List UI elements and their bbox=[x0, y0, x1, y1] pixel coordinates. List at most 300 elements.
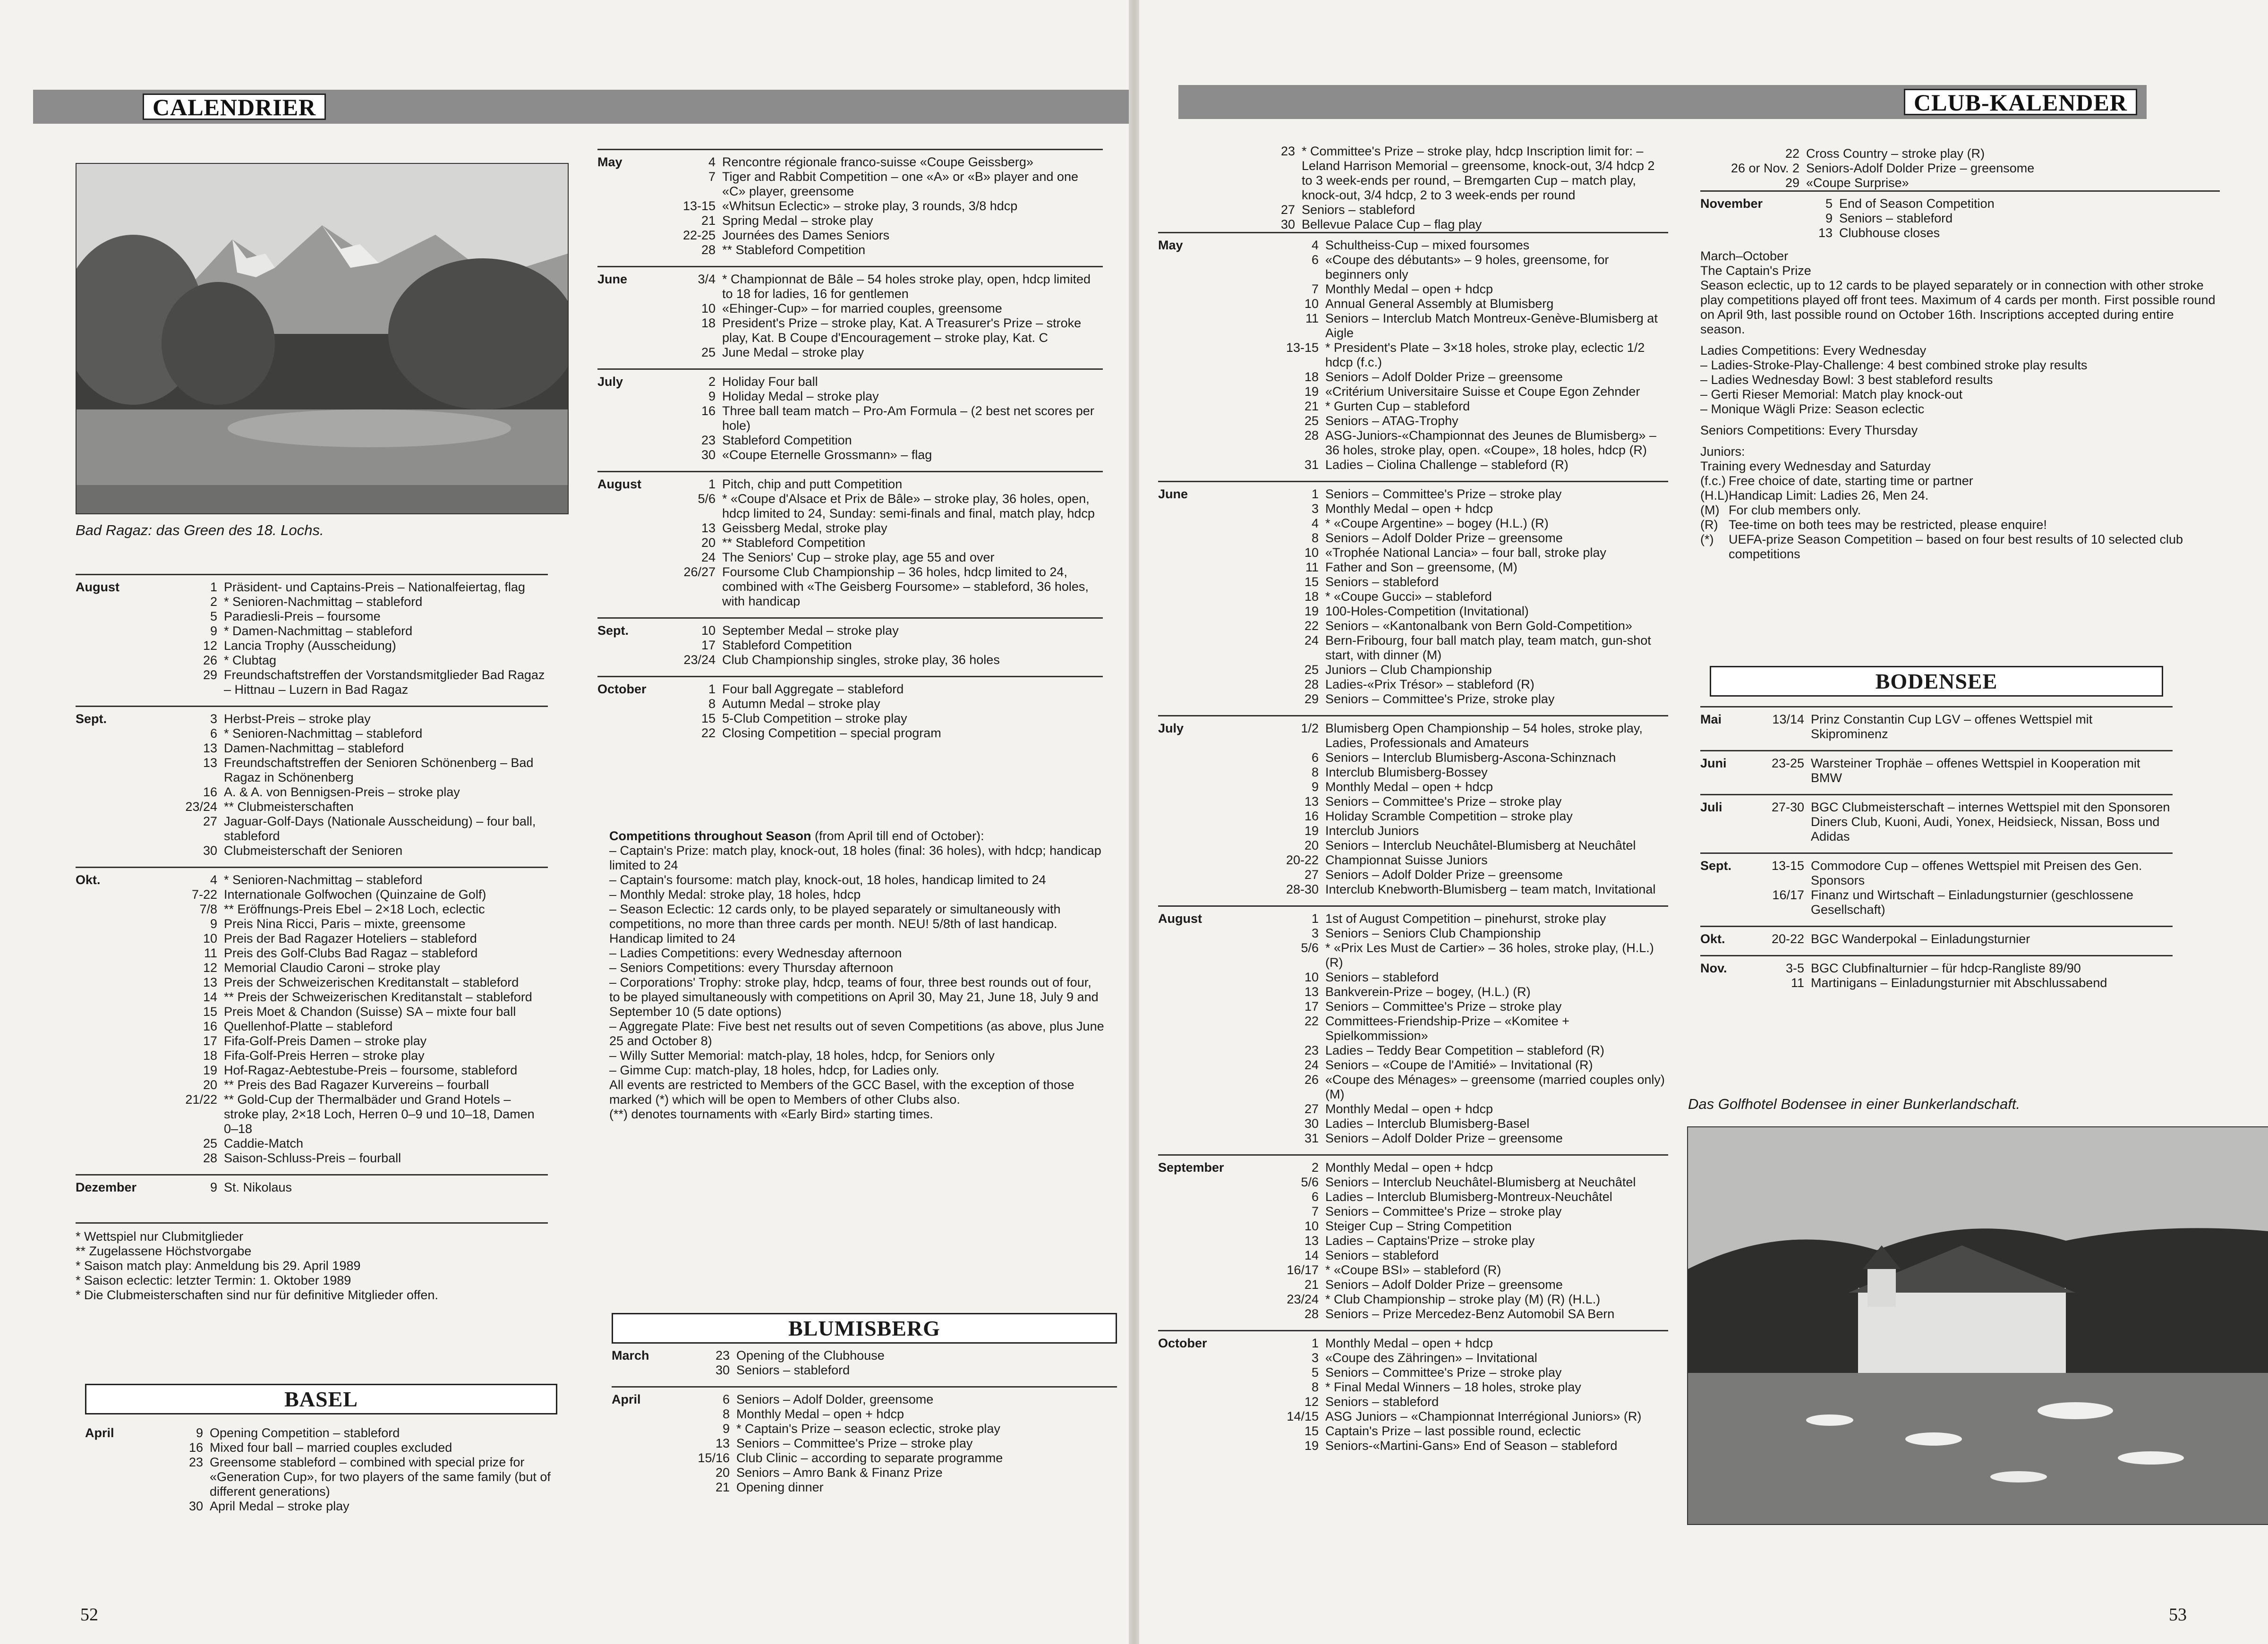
event-date: 3 bbox=[1311, 1351, 1319, 1365]
event-date: 6 bbox=[1311, 750, 1319, 765]
event-date: 25 bbox=[701, 345, 716, 359]
event-row bbox=[146, 800, 548, 814]
basel-box bbox=[85, 1384, 557, 1522]
event-text: Bern-Fribourg, four ball match play, team match, gun-shot start, with dinner (M) bbox=[1325, 633, 1651, 662]
ladies-line: – Ladies Wednesday Bowl: 3 best stableford results bbox=[1700, 373, 1993, 387]
event-text: Seniors – Adolf Dolder, greensome bbox=[736, 1392, 934, 1406]
month-section bbox=[1700, 852, 2173, 926]
event-date: 13 bbox=[715, 1436, 730, 1450]
event-text: Caddie-Match bbox=[224, 1136, 304, 1150]
event-text: «Trophée National Lancia» – four ball, stroke play bbox=[1325, 545, 1606, 560]
event-text: Seniors – stableford bbox=[736, 1363, 850, 1377]
gutter bbox=[1129, 0, 1139, 1644]
event-date: 6 bbox=[1311, 1190, 1319, 1204]
event-text: Tiger and Rabbit Competition – one «A» or «B» player and one «C» player, greensome bbox=[722, 170, 1078, 198]
event-date: 26 bbox=[203, 653, 217, 667]
event-row bbox=[678, 1451, 1117, 1465]
event-date: 6 bbox=[1311, 253, 1319, 267]
legend-key: (*) bbox=[1700, 532, 1714, 546]
event-row bbox=[1248, 341, 1668, 370]
event-date: 22 bbox=[1785, 146, 1799, 161]
bad-ragaz-column bbox=[76, 574, 548, 1303]
event-text: Interclub Knebworth-Blumisberg – team match, Invitational bbox=[1325, 882, 1656, 896]
event-row bbox=[1752, 932, 2173, 946]
event-row bbox=[1248, 1160, 1668, 1175]
event-date: 13 bbox=[1304, 985, 1319, 999]
event-date: 27 bbox=[1280, 203, 1295, 217]
event-date: 5 bbox=[1825, 196, 1833, 211]
event-row bbox=[1248, 1278, 1668, 1292]
legend-text: For club members only. bbox=[1729, 503, 1861, 517]
event-text: Fifa-Golf-Preis Herren – stroke play bbox=[224, 1048, 425, 1063]
month-label: March bbox=[612, 1348, 649, 1363]
event-row bbox=[146, 1034, 548, 1048]
event-text: Three ball team match – Pro-Am Formula – (2 best net scores per hole) bbox=[722, 404, 1094, 433]
event-text: «Ehinger-Cup» – for married couples, greensome bbox=[722, 301, 1002, 315]
event-date: 20-22 bbox=[1286, 853, 1319, 867]
event-text: Committees-Friendship-Prize – «Komitee + Spielkommission» bbox=[1325, 1014, 1569, 1043]
event-row bbox=[146, 961, 548, 975]
golfhotel-caption: Das Golfhotel Bodensee in einer Bunkerlandschaft. bbox=[1688, 1096, 2021, 1112]
event-date: 2 bbox=[1311, 1160, 1319, 1175]
event-row bbox=[664, 228, 1103, 243]
event-date: 7 bbox=[1311, 282, 1319, 296]
event-row bbox=[146, 785, 548, 800]
event-row bbox=[664, 448, 1103, 462]
event-date: 21/22 bbox=[185, 1092, 217, 1107]
event-date: 9 bbox=[708, 389, 716, 403]
event-date: 16/17 bbox=[1772, 888, 1804, 902]
event-text: * «Coupe Gucci» – stableford bbox=[1325, 589, 1492, 604]
event-date: 21 bbox=[715, 1480, 730, 1494]
event-row bbox=[1248, 1292, 1668, 1307]
event-date: 12 bbox=[203, 961, 217, 975]
season-item: – Captain's foursome: match play, knock-out, 18 holes, handicap limited to 24 bbox=[609, 873, 1046, 887]
event-text: Seniors – Committee's Prize – stroke play bbox=[736, 1436, 973, 1450]
event-date: 23 bbox=[1280, 144, 1295, 158]
event-date: 5 bbox=[210, 609, 217, 623]
juniors-line: Training every Wednesday and Saturday bbox=[1700, 459, 1931, 473]
event-row bbox=[1248, 941, 1668, 970]
event-text: * Captain's Prize – season eclectic, stroke play bbox=[736, 1422, 1000, 1436]
event-date: 9 bbox=[210, 624, 217, 638]
event-text: ** Clubmeisterschaften bbox=[224, 800, 354, 814]
event-text: Annual General Assembly at Blumisberg bbox=[1325, 297, 1554, 311]
event-date: 30 bbox=[701, 448, 716, 462]
event-date: 11 bbox=[1791, 976, 1804, 990]
event-row bbox=[1248, 970, 1668, 985]
season-item: – Aggregate Plate: Five best net results out of seven Competitions (as above, plus June 25 and October 8) bbox=[609, 1019, 1104, 1048]
month-label: Juli bbox=[1700, 800, 1722, 814]
event-text: * Championnat de Bâle – 54 holes stroke play, open, hdcp limited to 18 for ladies, 16 for gentlemen bbox=[722, 272, 1091, 301]
event-list bbox=[1224, 144, 1668, 232]
event-list bbox=[664, 682, 1103, 741]
event-date: 13 bbox=[1818, 226, 1833, 240]
event-text: Finanz und Wirtschaft – Einladungsturnier (geschlossene Gesellschaft) bbox=[1811, 888, 2133, 917]
event-date: 27 bbox=[1304, 868, 1319, 882]
event-row bbox=[146, 946, 548, 961]
event-text: BGC Wanderpokal – Einladungsturnier bbox=[1811, 932, 2030, 946]
event-list bbox=[151, 1426, 557, 1514]
event-date: 3/4 bbox=[698, 272, 716, 286]
event-text: Father and Son – greensome, (M) bbox=[1325, 560, 1518, 574]
event-row bbox=[1248, 663, 1668, 677]
event-text: Journées des Dames Seniors bbox=[722, 228, 890, 242]
event-text: Spring Medal – stroke play bbox=[722, 213, 873, 228]
legend-text: Tee-time on both tees may be restricted, please enquire! bbox=[1729, 518, 2047, 532]
event-date: 28 bbox=[203, 1151, 217, 1165]
month-label: August bbox=[597, 477, 641, 491]
event-date: 8 bbox=[1311, 765, 1319, 779]
season-item: – Gimme Cup: match-play, 18 holes, hdcp, for Ladies only. bbox=[609, 1063, 939, 1077]
event-text: ** Preis der Schweizerischen Kreditanstalt – stableford bbox=[224, 990, 532, 1004]
event-text: Seniors – Committee's Prize – stroke play bbox=[1325, 794, 1562, 809]
event-row bbox=[1248, 619, 1668, 633]
month-label: April bbox=[85, 1426, 114, 1440]
event-text: * Senioren-Nachmittag – stableford bbox=[224, 873, 423, 887]
event-text: Interclub Juniors bbox=[1325, 824, 1419, 838]
event-text: Seniors – Adolf Dolder Prize – greensome bbox=[1325, 531, 1563, 545]
event-text: 100-Holes-Competition (Invitational) bbox=[1325, 604, 1529, 618]
event-list bbox=[1248, 721, 1668, 897]
event-text: Seniors – stableford bbox=[1325, 1248, 1439, 1262]
event-text: Seniors – stableford bbox=[1325, 575, 1439, 589]
event-row bbox=[146, 843, 548, 858]
event-text: Seniors – Interclub Neuchâtel-Blumisberg at Neuchâtel bbox=[1325, 838, 1636, 852]
event-text: Interclub Blumisberg-Bossey bbox=[1325, 765, 1488, 779]
event-row bbox=[1248, 765, 1668, 780]
event-row bbox=[146, 814, 548, 843]
event-text: * Gurten Cup – stableford bbox=[1325, 399, 1470, 413]
footnote-line: * Saison eclectic: letzter Termin: 1. Oktober 1989 bbox=[76, 1273, 351, 1287]
event-list bbox=[1248, 911, 1668, 1146]
month-section bbox=[597, 266, 1103, 368]
event-text: Seniors – Committee's Prize – stroke play bbox=[1325, 999, 1562, 1014]
event-text: Seniors – «Kantonalbank von Bern Gold-Competition» bbox=[1325, 619, 1632, 633]
event-date: 9 bbox=[210, 917, 217, 931]
event-row bbox=[1248, 399, 1668, 414]
event-row bbox=[1248, 1073, 1668, 1102]
event-date: 30 bbox=[715, 1363, 730, 1377]
month-label: June bbox=[597, 272, 628, 286]
event-date: 26 bbox=[1304, 1073, 1319, 1087]
event-date: 22 bbox=[1304, 1014, 1319, 1028]
event-text: «Whitsun Eclectic» – stroke play, 3 rounds, 3/8 hdcp bbox=[722, 199, 1018, 213]
calendrier-banner bbox=[33, 90, 1129, 124]
month-label: July bbox=[1158, 721, 1184, 735]
event-text: Opening Competition – stableford bbox=[210, 1426, 400, 1440]
legend-key: (f.c.) bbox=[1700, 474, 1726, 488]
event-date: 28 bbox=[701, 243, 716, 257]
event-row bbox=[1248, 414, 1668, 428]
event-text: Martinigans – Einladungsturnier mit Abschlussabend bbox=[1811, 976, 2107, 990]
event-row bbox=[1248, 1263, 1668, 1278]
month-section bbox=[76, 867, 548, 1174]
month-section bbox=[612, 1344, 1117, 1386]
event-row bbox=[146, 639, 548, 653]
event-date: 13-15 bbox=[682, 199, 716, 213]
event-text: Seniors – Interclub Neuchâtel-Blumisberg at Neuchâtel bbox=[1325, 1175, 1636, 1189]
event-row bbox=[664, 565, 1103, 609]
event-date: 30 bbox=[203, 843, 217, 858]
event-date: 30 bbox=[188, 1499, 203, 1513]
page-number-left: 52 bbox=[80, 1605, 98, 1625]
event-row bbox=[1248, 560, 1668, 575]
event-date: 13 bbox=[1304, 794, 1319, 809]
event-date: 15 bbox=[203, 1005, 217, 1019]
event-date: 13/14 bbox=[1772, 712, 1804, 726]
event-date: 23 bbox=[701, 433, 716, 447]
event-text: Saison-Schluss-Preis – fourball bbox=[224, 1151, 401, 1165]
month-section bbox=[85, 1421, 557, 1522]
month-label: May bbox=[597, 155, 622, 169]
event-list bbox=[678, 1392, 1117, 1495]
event-text: BGC Clubfinalturnier – für hdcp-Rangliste 89/90 bbox=[1811, 961, 2081, 975]
event-date: 23 bbox=[188, 1455, 203, 1469]
event-date: 26/27 bbox=[683, 565, 716, 579]
month-label: Sept. bbox=[597, 623, 629, 638]
event-text: Paradiesli-Preis – foursome bbox=[224, 609, 381, 623]
event-row bbox=[1248, 311, 1668, 341]
event-row bbox=[1752, 756, 2173, 785]
event-date: 1 bbox=[1311, 911, 1319, 926]
event-row bbox=[1729, 161, 2220, 176]
event-text: Memorial Claudio Caroni – stroke play bbox=[224, 961, 440, 975]
juniors-line: Juniors: bbox=[1700, 444, 1745, 459]
event-row bbox=[1248, 297, 1668, 311]
event-date: 8 bbox=[1311, 1380, 1319, 1394]
event-date: 28 bbox=[1304, 428, 1319, 443]
event-date: 10 bbox=[1304, 297, 1319, 311]
month-section bbox=[1158, 232, 1668, 481]
event-date: 23/24 bbox=[185, 800, 217, 814]
event-row bbox=[678, 1363, 1117, 1378]
month-label: Mai bbox=[1700, 712, 1722, 726]
event-row bbox=[1248, 1175, 1668, 1190]
legend-text: Handicap Limit: Ladies 26, Men 24. bbox=[1729, 488, 1929, 503]
legend-key: (R) bbox=[1700, 518, 1718, 532]
legend-row bbox=[1700, 474, 2220, 488]
event-text: Autumn Medal – stroke play bbox=[722, 697, 880, 711]
captain-prize-line: The Captain's Prize bbox=[1700, 264, 1811, 278]
event-text: Ladies – Interclub Blumisberg-Basel bbox=[1325, 1116, 1530, 1131]
event-row bbox=[1248, 502, 1668, 516]
legend-text: UEFA-prize Season Competition – based on four best results of 10 selected club competitions bbox=[1729, 532, 2183, 561]
legend-text: Free choice of date, starting time or partner bbox=[1729, 474, 1973, 488]
event-date: 13-15 bbox=[1286, 341, 1319, 355]
event-date: 3 bbox=[1311, 926, 1319, 940]
event-text: Seniors – Prize Mercedez-Benz Automobil SA Bern bbox=[1325, 1307, 1615, 1321]
event-date: 2 bbox=[708, 375, 716, 389]
event-text: Monthly Medal – open + hdcp bbox=[1325, 1102, 1493, 1116]
event-date: 18 bbox=[203, 1048, 217, 1063]
event-text: Quellenhof-Platte – stableford bbox=[224, 1019, 393, 1033]
event-text: Seniors – Committee's Prize – stroke play bbox=[1325, 1365, 1562, 1380]
event-text: Ladies-«Prix Trésor» – stableford (R) bbox=[1325, 677, 1535, 691]
event-text: * «Coupe d'Alsace et Prix de Bâle» – stroke play, 36 holes, open, hdcp limited to 24, Sunday: semi-finals and final, match play, hdcp bbox=[722, 492, 1095, 520]
event-text: Preis der Bad Ragazer Hoteliers – stableford bbox=[224, 931, 477, 946]
event-row bbox=[146, 668, 548, 697]
event-date: 1 bbox=[708, 477, 716, 491]
season-item: – Corporations' Trophy: stroke play, hdcp, teams of four, three best rounds out of four, to be played simultaneously with competitions on April 30, May 21, June 18, July 9 and September 10 (5 date options) bbox=[609, 975, 1099, 1019]
event-date: 15 bbox=[1304, 1424, 1319, 1438]
ladies-line: Ladies Competitions: Every Wednesday bbox=[1700, 343, 1927, 358]
event-row bbox=[664, 492, 1103, 521]
event-text: Bankverein-Prize – bogey, (H.L.) (R) bbox=[1325, 985, 1531, 999]
event-date: 19 bbox=[1304, 824, 1319, 838]
event-list bbox=[146, 1180, 548, 1195]
month-section bbox=[76, 574, 548, 706]
event-text: Seniors – Interclub Match Montreux-Genève-Blumisberg at Aigle bbox=[1325, 311, 1658, 340]
event-date: 17 bbox=[203, 1034, 217, 1048]
event-row bbox=[1248, 721, 1668, 750]
event-row bbox=[664, 345, 1103, 360]
event-date: 12 bbox=[1304, 1395, 1319, 1409]
event-date: 4 bbox=[1311, 238, 1319, 252]
event-date: 8 bbox=[708, 697, 716, 711]
event-text: Seniors – stableford bbox=[1325, 1395, 1439, 1409]
event-row bbox=[1248, 516, 1668, 531]
event-date: 1 bbox=[1311, 1336, 1319, 1350]
event-date: 16 bbox=[188, 1440, 203, 1455]
season-item: – Seniors Competitions: every Thursday afternoon bbox=[609, 961, 894, 975]
event-text: Stableford Competition bbox=[722, 433, 852, 447]
event-list bbox=[1752, 756, 2173, 785]
event-row bbox=[664, 477, 1103, 492]
event-date: 28 bbox=[1304, 1307, 1319, 1321]
event-text: Clubmeisterschaft der Senioren bbox=[224, 843, 403, 858]
event-text: Seniors – «Coupe de l'Amitié» – Invitational (R) bbox=[1325, 1058, 1593, 1072]
event-text: * Club Championship – stroke play (M) (R) (H.L.) bbox=[1325, 1292, 1601, 1306]
basel-title: BASEL bbox=[85, 1384, 557, 1414]
event-text: Preis Nina Ricci, Paris – mixte, greensome bbox=[224, 917, 466, 931]
event-date: 23/24 bbox=[1287, 1292, 1319, 1306]
event-row bbox=[1248, 238, 1668, 253]
event-row bbox=[1248, 926, 1668, 941]
event-date: 1 bbox=[210, 580, 217, 594]
event-text: Seniors-«Martini-Gans» End of Season – stableford bbox=[1325, 1439, 1618, 1453]
event-list bbox=[1752, 800, 2173, 844]
event-date: 11 bbox=[1305, 560, 1319, 574]
event-text: Monthly Medal – open + hdcp bbox=[1325, 780, 1493, 794]
event-row bbox=[664, 243, 1103, 257]
event-text: President's Prize – stroke play, Kat. A Treasurer's Prize – stroke play, Kat. B Coupe d'Encouragement – stroke play, Kat. C bbox=[722, 316, 1082, 345]
event-text: Lancia Trophy (Ausscheidung) bbox=[224, 639, 396, 653]
event-row bbox=[146, 1005, 548, 1019]
event-row bbox=[146, 1151, 548, 1166]
event-row bbox=[146, 990, 548, 1005]
event-text: Preis der Schweizerischen Kreditanstalt – stableford bbox=[224, 975, 519, 989]
club-kalender-banner bbox=[1178, 85, 2147, 119]
event-text: St. Nikolaus bbox=[224, 1180, 292, 1194]
event-row bbox=[146, 1078, 548, 1092]
event-row bbox=[678, 1465, 1117, 1480]
event-text: Four ball Aggregate – stableford bbox=[722, 682, 904, 696]
event-date: 28 bbox=[1304, 677, 1319, 691]
bodensee-title: BODENSEE bbox=[1710, 666, 2163, 697]
legend-row bbox=[1700, 518, 2220, 532]
event-text: Blumisberg Open Championship – 54 holes, stroke play, Ladies, Professionals and Amateurs bbox=[1325, 721, 1643, 750]
event-text: «Coupe Surprise» bbox=[1806, 176, 1909, 190]
month-label: August bbox=[1158, 911, 1202, 926]
event-row bbox=[151, 1440, 557, 1455]
event-text: Ladies – Teddy Bear Competition – stableford (R) bbox=[1325, 1043, 1604, 1057]
event-date: 24 bbox=[1304, 1058, 1319, 1072]
event-row bbox=[1248, 868, 1668, 882]
season-footnote: All events are restricted to Members of the GCC Basel, with the exception of those marked (*) which will be open to Members of other Clubs also. bbox=[609, 1078, 1074, 1107]
event-text: Seniors – stableford bbox=[1839, 211, 1953, 225]
event-date: 1/2 bbox=[1301, 721, 1319, 735]
event-text: Ladies – Interclub Blumisberg-Montreux-Neuchâtel bbox=[1325, 1190, 1612, 1204]
event-row bbox=[1248, 1307, 1668, 1321]
event-text: Monthly Medal – open + hdcp bbox=[1325, 502, 1493, 516]
event-date: 9 bbox=[1825, 211, 1833, 225]
event-date: 15 bbox=[701, 711, 716, 725]
event-row bbox=[664, 536, 1103, 550]
left-page bbox=[0, 0, 1129, 1644]
event-row bbox=[664, 550, 1103, 565]
event-text: Juniors – Club Championship bbox=[1325, 663, 1492, 677]
season-item: – Ladies Competitions: every Wednesday afternoon bbox=[609, 946, 902, 960]
event-date: 11 bbox=[204, 946, 217, 960]
event-text: Club Championship singles, stroke play, 36 holes bbox=[722, 653, 1000, 667]
event-date: 15 bbox=[1304, 575, 1319, 589]
event-text: Club Clinic – according to separate programme bbox=[736, 1451, 1003, 1465]
event-row bbox=[1248, 1014, 1668, 1043]
event-text: Seniors – Seniors Club Championship bbox=[1325, 926, 1541, 940]
event-date: 21 bbox=[1304, 399, 1319, 413]
footnote-line: * Wettspiel nur Clubmitglieder bbox=[76, 1229, 244, 1244]
event-text: Ladies – Captains'Prize – stroke play bbox=[1325, 1234, 1535, 1248]
blumisberg-continued bbox=[1158, 144, 1668, 1462]
event-list bbox=[146, 873, 548, 1166]
event-text: April Medal – stroke play bbox=[210, 1499, 350, 1513]
event-date: 31 bbox=[1304, 458, 1319, 472]
event-row bbox=[664, 726, 1103, 741]
event-row bbox=[1248, 1439, 1668, 1453]
event-row bbox=[1248, 384, 1668, 399]
event-row bbox=[1248, 1131, 1668, 1146]
event-row bbox=[1248, 692, 1668, 707]
event-row bbox=[1248, 677, 1668, 692]
event-row bbox=[1248, 794, 1668, 809]
event-list bbox=[1729, 146, 2220, 190]
event-text: * Committee's Prize – stroke play, hdcp Inscription limit for: – Leland Harrison Memorial – greensome, knock-out, 3/4 hdcp 2 to 3 week-ends per round, – Bremgarten Cup – match play, knock-out, 3/4 hdcp, 2 to 3 week-ends per round bbox=[1302, 144, 1655, 202]
event-text: * Damen-Nachmittag – stableford bbox=[224, 624, 413, 638]
banner-title: CALENDRIER bbox=[143, 94, 326, 120]
month-label: Sept. bbox=[76, 712, 107, 726]
event-text: Bellevue Palace Cup – flag play bbox=[1302, 217, 1482, 231]
legend-key: (M) bbox=[1700, 503, 1720, 517]
event-date: 13 bbox=[203, 756, 217, 770]
event-text: Monthly Medal – open + hdcp bbox=[1325, 282, 1493, 296]
bad-ragaz-photo bbox=[76, 163, 569, 514]
event-list bbox=[664, 477, 1103, 609]
event-row bbox=[146, 902, 548, 917]
event-row bbox=[146, 595, 548, 609]
event-date: 10 bbox=[203, 931, 217, 946]
season-item: – Willy Sutter Memorial: match-play, 18 holes, hdcp, for Seniors only bbox=[609, 1048, 995, 1063]
event-row bbox=[1248, 428, 1668, 458]
event-text: Freundschaftstreffen der Vorstandsmitglieder Bad Ragaz – Hittnau – Luzern in Bad Ragaz bbox=[224, 668, 545, 697]
ragaz-footnotes bbox=[76, 1222, 548, 1303]
event-row bbox=[146, 580, 548, 595]
event-text: * «Coupe BSI» – stableford (R) bbox=[1325, 1263, 1501, 1277]
event-date: 10 bbox=[701, 301, 716, 315]
month-section bbox=[1158, 481, 1668, 715]
event-list bbox=[146, 712, 548, 858]
event-row bbox=[664, 170, 1103, 199]
